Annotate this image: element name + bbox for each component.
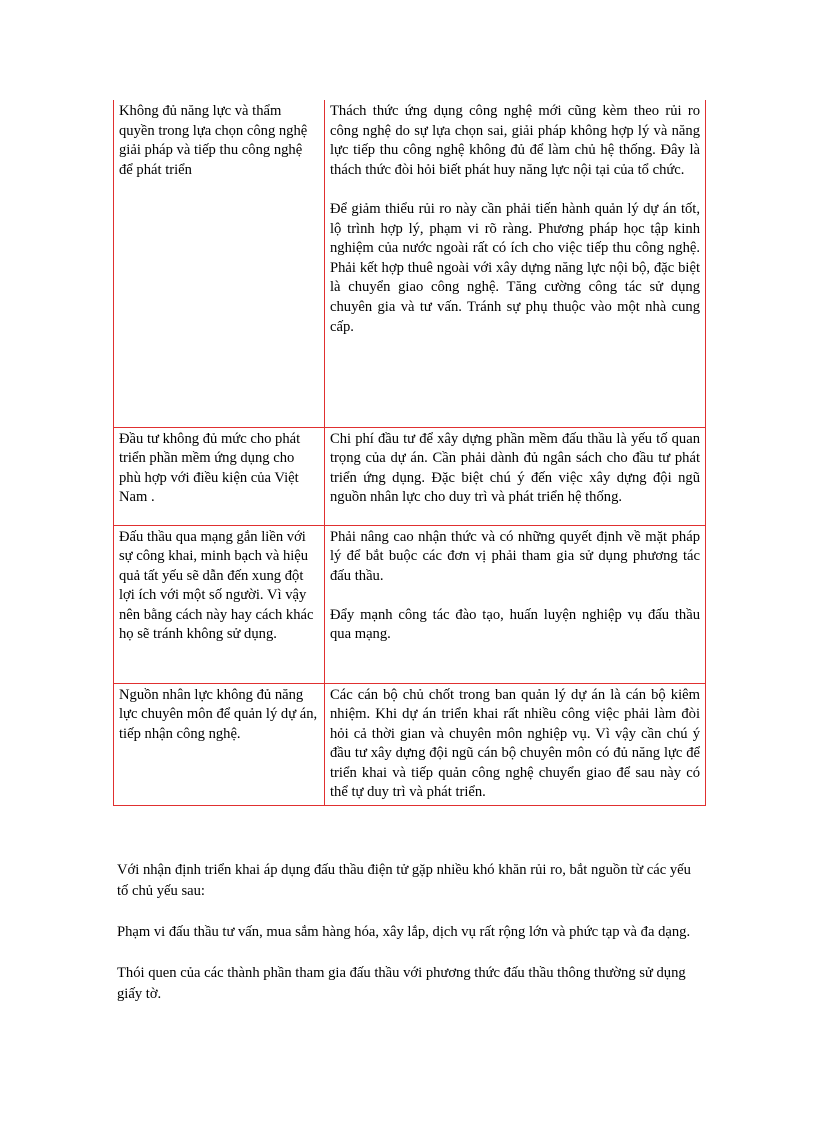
challenge-text: Không đủ năng lực và thẩm quyền trong lựa chọn công nghệ giải pháp và tiếp thu công nghệ để phát triển	[119, 103, 308, 178]
challenge-cell	[114, 525, 325, 683]
solution-cell	[325, 427, 706, 525]
solution-text: Chi phí đầu tư để xây dựng phần mềm đấu thầu là yếu tố quan trọng của dự án. Cần phải dành đủ ngân sách cho đầu tư phát triển ứng dụng. Đặc biệt chú ý đến việc xây dựng đội ngũ nguồn nhân lực cho duy trì và phát triển hệ thống.	[330, 430, 700, 506]
solution-text: Phải nâng cao nhận thức và có những quyết định về mặt pháp lý để bắt buộc các đơn vị phải tham gia sử dụng phương tác đấu thầu.	[330, 528, 700, 584]
risk-table	[113, 100, 706, 806]
challenge-text: Đấu thầu qua mạng gắn liền với sự công khai, minh bạch và hiệu quả tất yếu sẽ dẫn đến xung đột lợi ích với một số người. Vì vậy nên bằng cách này hay cách khác họ sẽ tránh không sử dụng.	[119, 528, 314, 643]
solution-text: Các cán bộ chủ chốt trong ban quản lý dự án là cán bộ kiêm nhiệm. Khi dự án triển khai rất nhiều công việc phải làm đòi hỏi cả thời gian và chuyên môn nghiệp vụ. Vì vậy cần chú ý đầu tư xây dựng đội ngũ cán bộ chuyên môn có đủ năng lực để triển khai và tiếp quản công nghệ chuyển giao để sau này có thể tự duy trì và phát triển.	[330, 686, 700, 801]
solution-cell	[325, 525, 706, 683]
table-row	[114, 100, 706, 427]
challenge-cell	[114, 427, 325, 525]
table-row	[114, 427, 706, 525]
paragraph: Với nhận định triển khai áp dụng đấu thầu điện tử gặp nhiều khó khăn rủi ro, bắt nguồn từ các yếu tố chủ yếu sau:	[117, 862, 691, 899]
table-row	[114, 525, 706, 683]
challenge-text: Nguồn nhân lực không đủ năng lực chuyên môn để quản lý dự án, tiếp nhận công nghệ.	[119, 686, 318, 742]
table-row	[114, 683, 706, 806]
challenge-text: Đầu tư không đủ mức cho phát triển phần mềm ứng dụng cho phù hợp với điều kiện của Việt Nam .	[119, 430, 301, 506]
paragraph: Thói quen của các thành phần tham gia đấu thầu với phương thức đấu thầu thông thường sử dụng giấy tờ.	[117, 965, 686, 1002]
solution-text: Thách thức ứng dụng công nghệ mới cũng kèm theo rủi ro công nghệ do sự lựa chọn sai, giải pháp không hợp lý và năng lực tiếp thu công nghệ không đủ để làm chủ hệ thống. Đây là thách thức đòi hỏi biết phát huy năng lực nội tại của tổ chức.	[330, 103, 700, 178]
solution-cell	[325, 100, 706, 427]
solution-cell	[325, 683, 706, 806]
paragraph: Phạm vi đấu thầu tư vấn, mua sắm hàng hóa, xây lắp, dịch vụ rất rộng lớn và phức tạp và đa dạng.	[117, 924, 691, 940]
solution-text: Để giảm thiểu rủi ro này cần phải tiến hành quản lý dự án tốt, lộ trình hợp lý, phạm vi rõ ràng. Phương pháp học tập kinh nghiệm của nước ngoài rất có ích cho việc tiếp thu công nghệ. Phải kết hợp thuê ngoài với xây dựng năng lực nội bộ, đặc biệt là chuyển giao công nghệ. Tăng cường công tác sử dụng chuyên gia và tư vấn. Tránh sự phụ thuộc vào một nhà cung cấp.	[330, 200, 700, 335]
challenge-cell	[114, 683, 325, 806]
solution-text: Đẩy mạnh công tác đào tạo, huấn luyện nghiệp vụ đấu thầu qua mạng.	[330, 606, 700, 643]
challenge-cell	[114, 100, 325, 427]
body-text	[117, 860, 692, 1025]
